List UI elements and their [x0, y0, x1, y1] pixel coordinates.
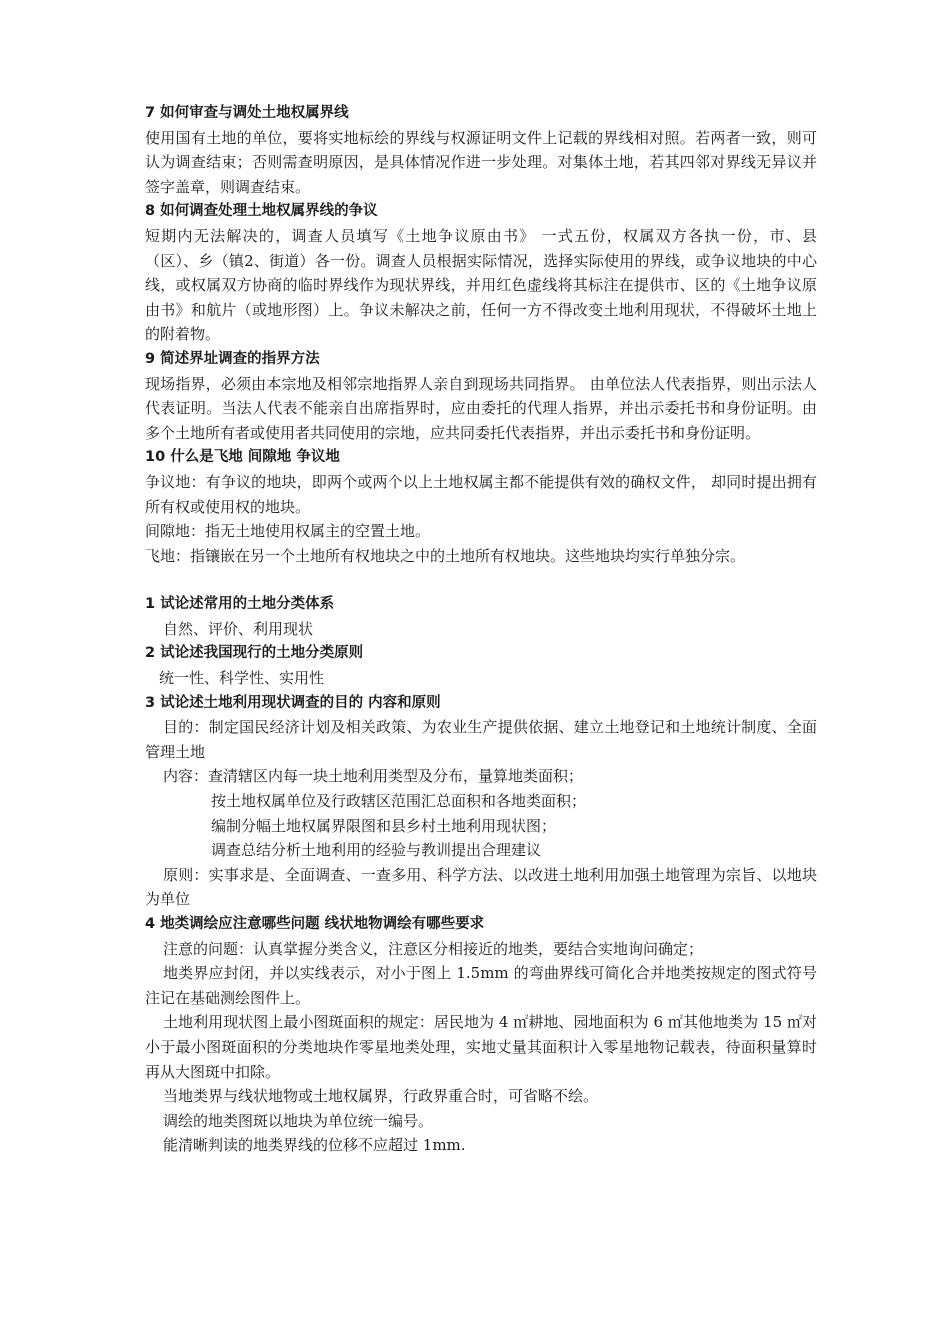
- definition-enclave-land: 飞地：指镶嵌在另一个土地所有权地块之中的土地所有权地块。这些地块均实行单独分宗。: [145, 546, 746, 565]
- survey-content-first: 内容：查清辖区内每一块土地利用类型及分布，量算地类面积；: [163, 767, 584, 786]
- boundary-requirement: 地类界应封闭，并以实线表示，对小于图上 1.5mm 的弯曲界线可简化合并地类按规定的图式符号注记在基础测绘图件上。: [145, 964, 817, 1007]
- survey-content-item: 编制分幅土地权属界限图和县乡村土地利用现状图；: [211, 816, 557, 835]
- part2-question-2-title: 2 试论述我国现行的土地分类原则: [145, 645, 364, 662]
- question-9-answer: 现场指界，必须由本宗地及相邻宗地指界人亲自到现场共同指界。 由单位法人代表指界，则出示法人代表证明。当法人代表不能亲自出席指界时，应由委托的代理人指界，并出示委托书和身份证明。由多个土地所有者或使用者共同使用的宗地，应共同委托代表指界，并出示委托书和身份证明。: [145, 374, 817, 442]
- survey-content-item: 按土地权属单位及行政辖区范围汇总面积和各地类面积；: [211, 792, 587, 811]
- question-7-title: 7 如何审查与调处土地权属界线: [145, 105, 349, 121]
- survey-principle: 原则：实事求是、全面调查、一查多用、科学方法、以改进土地利用加强土地管理为宗旨、以地块为单位: [145, 865, 817, 909]
- document-content: [145, 101, 817, 1158]
- definition-gap-land: 间隙地：指无土地使用权属主的空置土地。: [145, 522, 431, 541]
- attention-issues: 注意的问题：认真掌握分类含义，注意区分相接近的地类，要结合实地询问确定；: [163, 939, 704, 958]
- question-10-title: 10 什么是飞地 间隙地 争议地: [145, 449, 340, 466]
- numbering-rule: 调绘的地类图斑以地块为单位统一编号。: [163, 1111, 434, 1130]
- part2-question-1-title: 1 试论述常用的土地分类体系: [145, 596, 335, 613]
- survey-purpose: 目的：制定国民经济计划及相关政策、为农业生产提供依据、建立土地登记和土地统计制度、全面管理土地: [145, 718, 817, 761]
- part2-question-4-title: 4 地类调绘应注意哪些问题 线状地物调绘有哪些要求: [145, 916, 485, 932]
- section-spacer: [145, 568, 817, 592]
- displacement-rule: 能清晰判读的地类界线的位移不应超过 1mm.: [163, 1136, 466, 1155]
- part2-question-3-title: 3 试论述土地利用现状调查的目的 内容和原则: [145, 694, 441, 711]
- part2-question-2-answer: 统一性、科学性、实用性: [159, 669, 325, 688]
- part2-question-1-answer: 自然、评价、利用现状: [163, 619, 314, 638]
- question-8-answer: 短期内无法解决的，调查人员填写《土地争议原由书》 一式五份，权属双方各执一份，市、县（区）、乡（镇2、街道）各一份。调查人员根据实际情况，选择实际使用的界线，或争议地块的中心线，或权属双方协商的临时界线作为现状界线，并用红色虚线将其标注在提供市、区的《土地争议原由书》和航片（或地形图）上。争议未解决之前，任何一方不得改变土地利用现状，不得破坏土地上的附着物。: [145, 226, 817, 344]
- minimum-patch-rule: 土地利用现状图上最小图斑面积的规定：居民地为 4 ㎡耕地、园地面积为 6 ㎡其他地类为 15 ㎡对小于最小图斑面积的分类地块作零星地类处理，实地丈量其面积计入零星地物记载表，待面积量算时再从大图斑中扣除。: [145, 1013, 817, 1081]
- definition-disputed-land: 争议地：有争议的地块，即两个或两个以上土地权属主都不能提供有效的确权文件， 却同时提出拥有所有权或使用权的地块。: [145, 472, 817, 516]
- question-7-answer: 使用国有土地的单位，要将实地标绘的界线与权源证明文件上记载的界线相对照。若两者一致，则可认为调查结束；否则需查明原因，是具体情况作进一步处理。对集体土地，若其四邻对界线无异议并签字盖章，则调查结束。: [145, 128, 817, 196]
- question-8-title: 8 如何调查处理土地权属界线的争议: [145, 203, 378, 220]
- overlap-rule: 当地类界与线状地物或土地权属界，行政界重合时，可省略不绘。: [163, 1087, 599, 1106]
- question-9-title: 9 简述界址调查的指界方法: [145, 350, 320, 367]
- survey-content-item: 调查总结分析土地利用的经验与教训提出合理建议: [211, 841, 542, 860]
